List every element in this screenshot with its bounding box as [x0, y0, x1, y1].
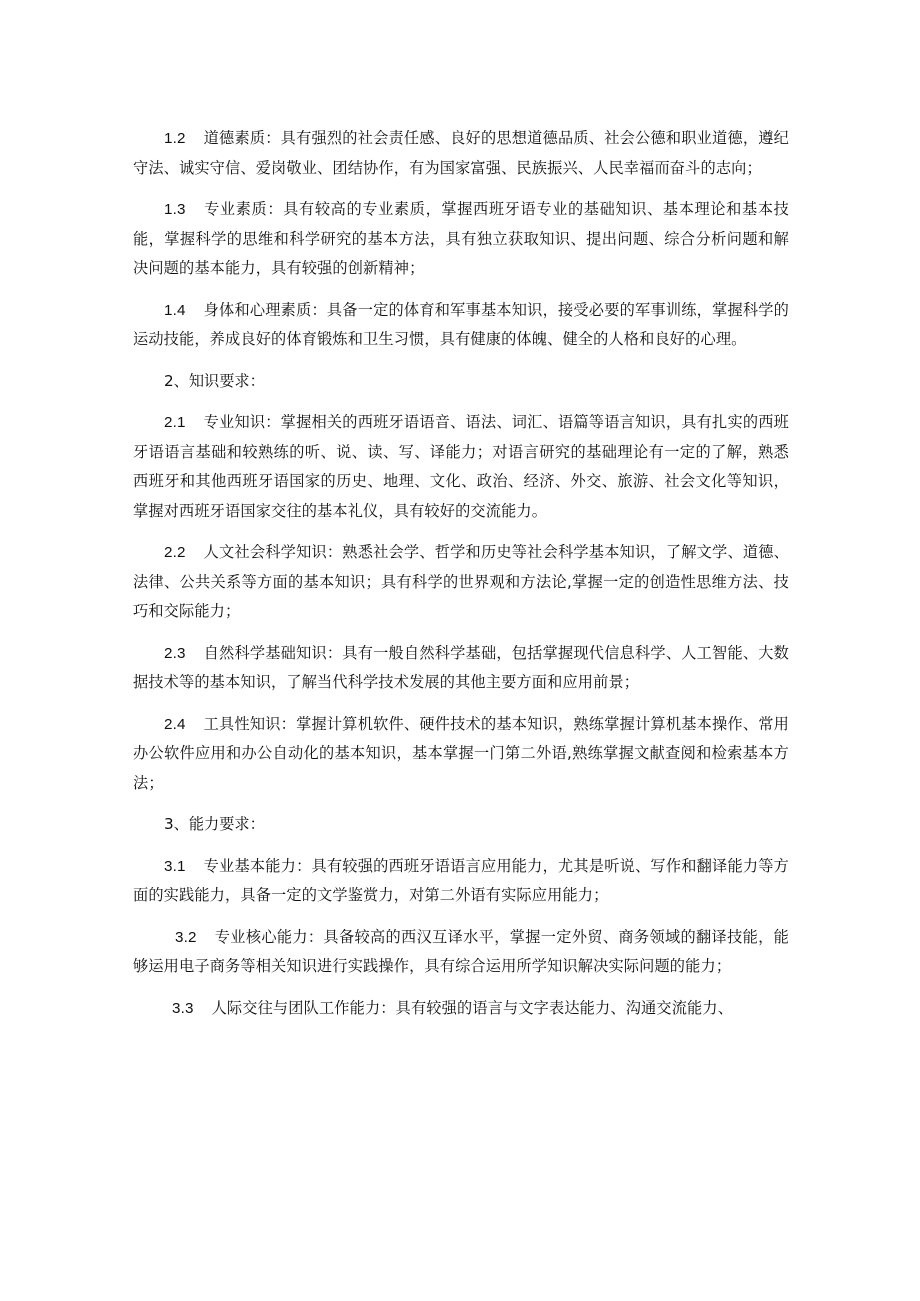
item-number: 1.4	[164, 301, 186, 319]
paragraph-3-3	[133, 994, 789, 1024]
paragraph-text: 自然科学基础知识：具有一般自然科学基础，包括掌握现代信息科学、人工智能、大数据技术等的基本知识，了解当代科学技术发展的其他主要方面和应用前景；	[133, 643, 789, 691]
paragraph-1-3	[133, 195, 789, 284]
item-number: 2.3	[164, 644, 186, 662]
paragraph-text: 专业核心能力：具备较高的西汉互译水平，掌握一定外贸、商务领域的翻译技能，能够运用电子商务等相关知识进行实践操作，具有综合运用所学知识解决实际问题的能力；	[133, 927, 789, 975]
item-number: 1.2	[164, 130, 186, 147]
paragraph-2-1	[133, 408, 789, 526]
item-number: 2.4	[164, 715, 186, 733]
paragraph-text: 专业素质：具有较高的专业素质，掌握西班牙语专业的基础知识、基本理论和基本技能，掌握科学的思维和科学研究的基本方法，具有独立获取知识、提出问题、综合分析问题和解决问题的基本能力，具有较强的创新精神；	[133, 200, 789, 277]
paragraph-2-3	[133, 639, 789, 698]
paragraph-1-2	[133, 124, 789, 183]
paragraph-text: 道德素质：具有强烈的社会责任感、良好的思想道德品质、社会公德和职业道德，遵纪守法、诚实守信、爱岗敬业、团结协作，有为国家富强、民族振兴、人民幸福而奋斗的志向；	[133, 129, 789, 177]
paragraph-text: 人际交往与团队工作能力：具有较强的语言与文字表达能力、沟通交流能力、	[211, 998, 734, 1017]
paragraph-text: 工具性知识：掌握计算机软件、硬件技术的基本知识，熟练掌握计算机基本操作、常用办公软件应用和办公自动化的基本知识，基本掌握一门第二外语,熟练掌握文献查阅和检索基本方法；	[133, 714, 789, 792]
paragraph-1-4	[133, 296, 789, 355]
paragraph-text: 专业知识：掌握相关的西班牙语语音、语法、词汇、语篇等语言知识，具有扎实的西班牙语语言基础和较熟练的听、说、读、写、译能力；对语言研究的基础理论有一定的了解，熟悉西班牙和其他西班牙语国家的历史、地理、文化、政治、经济、外交、旅游、社会文化等知识，掌握对西班牙语国家交往的基本礼仪，具有较好的交流能力。	[133, 413, 789, 520]
item-number: 3.3	[172, 999, 194, 1017]
document-body	[133, 124, 789, 1035]
paragraph-2-2	[133, 538, 789, 627]
paragraph-3-1	[133, 852, 789, 911]
paragraph-text: 身体和心理素质：具备一定的体育和军事基本知识，接受必要的军事训练，掌握科学的运动技能，养成良好的体育锻炼和卫生习惯，具有健康的体魄、健全的人格和良好的心理。	[133, 300, 789, 348]
section-heading-ability: 3、能力要求：	[164, 815, 265, 833]
item-number: 3.2	[175, 928, 197, 946]
section-heading-knowledge: 2、知识要求：	[164, 371, 265, 390]
item-number: 2.1	[164, 414, 186, 431]
item-number: 3.1	[164, 857, 186, 875]
paragraph-text: 人文社会科学知识：熟悉社会学、哲学和历史等社会科学基本知识，了解文学、道德、法律、公共关系等方面的基本知识；具有科学的世界观和方法论,掌握一定的创造性思维方法、技巧和交际能力；	[133, 543, 789, 620]
item-number: 2.2	[164, 544, 186, 561]
paragraph-text: 专业基本能力：具有较强的西班牙语语言应用能力，尤其是听说、写作和翻译能力等方面的实践能力，具备一定的文学鉴赏力，对第二外语有实际应用能力；	[133, 856, 789, 904]
paragraph-3-2	[133, 923, 789, 982]
paragraph-2-4	[133, 710, 789, 799]
item-number: 1.3	[164, 201, 186, 218]
